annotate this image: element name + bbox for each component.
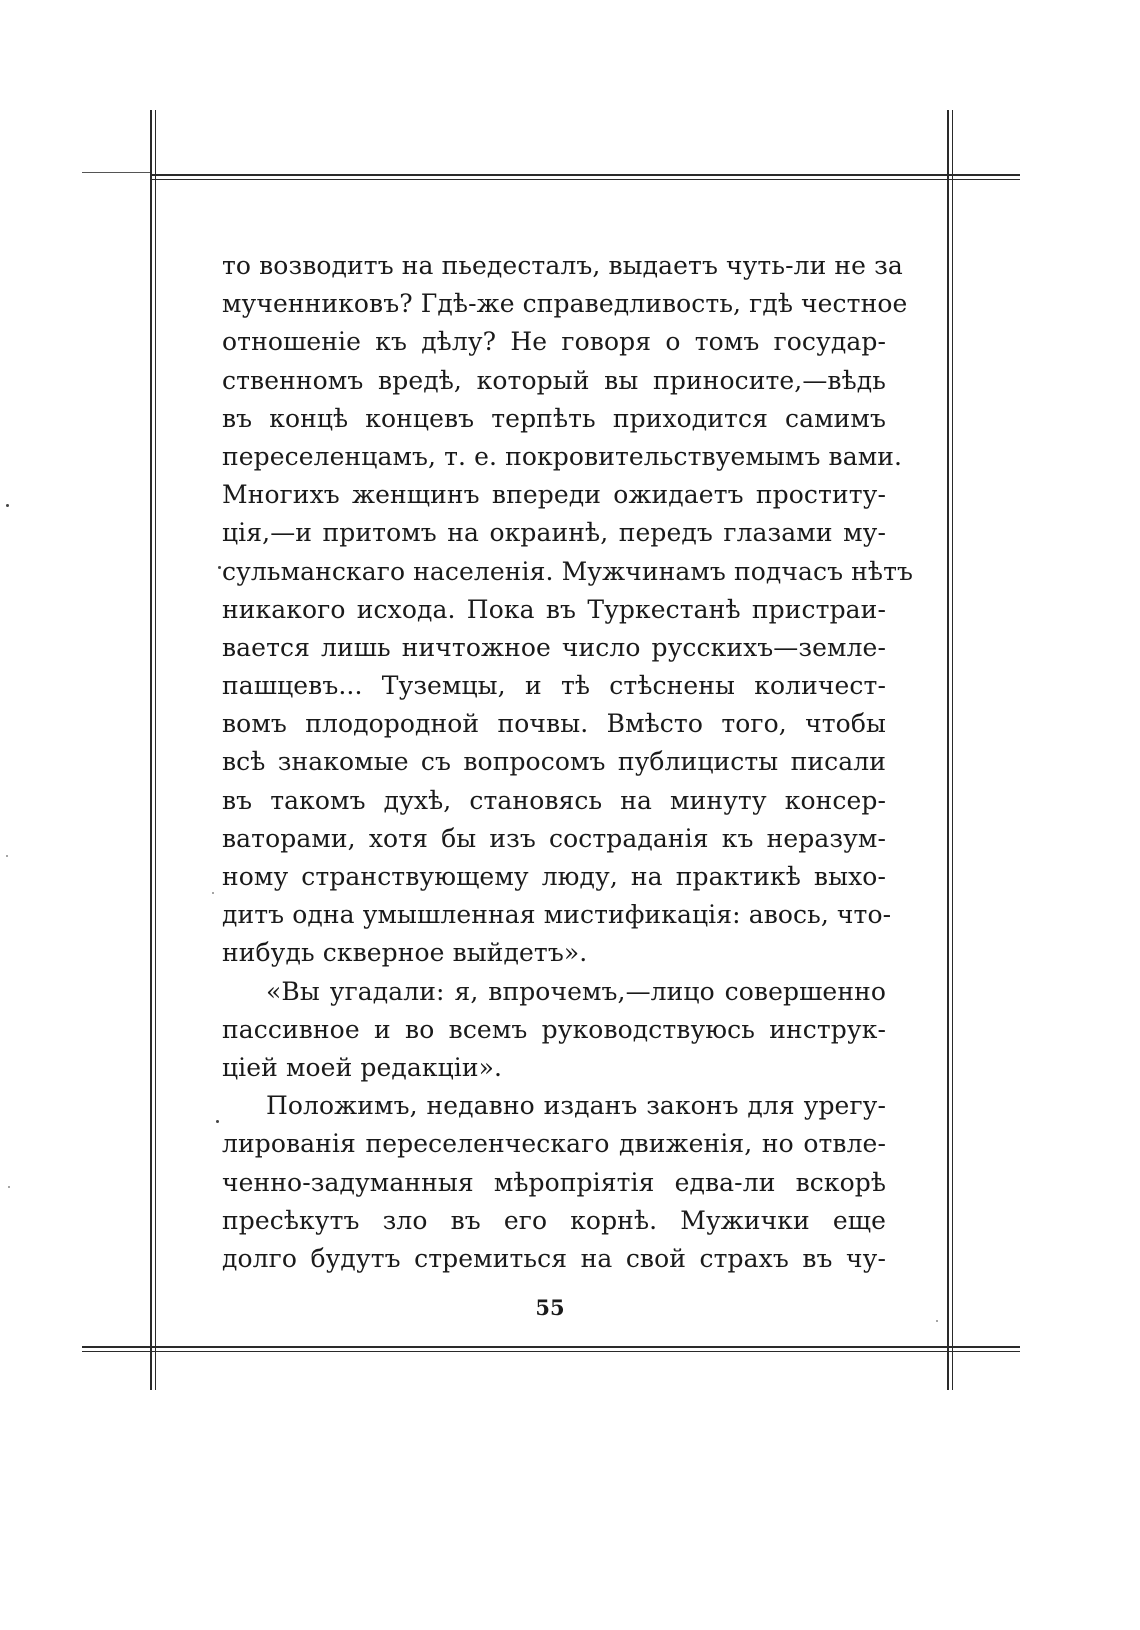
text-line: ному странствующему люду, на практикѣ выхо- [222, 862, 886, 891]
text-line: Положимъ, недавно изданъ законъ для урегу- [266, 1091, 886, 1121]
page-text [222, 247, 914, 1278]
text-line: то возводитъ на пьедесталъ, выдаетъ чуть-ли не за [222, 251, 903, 280]
text-line: вомъ плодородной почвы. Вмѣсто того, чтобы [222, 709, 886, 739]
text-line: переселенцамъ, т. е. покровительствуемымъ вами. [222, 441, 903, 471]
print-speck [216, 1120, 219, 1123]
text-line: вается лишь ничтожное число русскихъ—земле- [222, 632, 886, 662]
text-line: ціей моей редакціи». [222, 1052, 503, 1082]
text-line: въ такомъ духѣ, становясь на минуту консер- [222, 785, 886, 815]
text-line: «Вы угадали: я, впрочемъ,—лицо совершенно [266, 976, 886, 1006]
bottom-left-rule [82, 1346, 152, 1352]
text-line: Многихъ женщинъ впереди ожидаетъ проститу- [222, 480, 886, 510]
print-speck [6, 855, 8, 857]
text-line: никакого исхода. Пока въ Туркестанѣ пристраи- [222, 594, 886, 624]
text-line: пашцевъ... Туземцы, и тѣ стѣснены количест- [222, 671, 886, 701]
text-line: дитъ одна умышленная мистификація: авось, что- [222, 900, 892, 930]
print-speck [212, 892, 214, 894]
text-line: лированія переселенческаго движенія, но отвле- [222, 1129, 886, 1159]
text-line: сульманскаго населенія. Мужчинамъ подчасъ нѣтъ [222, 556, 914, 586]
top-left-dashed-rule [82, 172, 152, 173]
page-number: 55 [535, 1295, 565, 1320]
print-speck [6, 504, 9, 507]
bottom-rule [150, 1346, 950, 1352]
text-line: ченно-задуманныя мѣропріятія едва-ли вскорѣ [222, 1167, 886, 1197]
print-speck [218, 566, 221, 569]
print-speck [8, 1186, 10, 1188]
text-line: ваторами, хотя бы изъ состраданія къ неразум- [222, 823, 886, 853]
text-line: отношеніе къ дѣлу? Не говоря о томъ государ- [222, 327, 886, 357]
left-vertical-rule [150, 110, 156, 1390]
top-right-rule [950, 174, 1020, 180]
text-line: пресѣкутъ зло въ его корнѣ. Мужички еще [222, 1205, 886, 1235]
text-line: мученниковъ? Гдѣ-же справедливость, гдѣ честное [222, 289, 908, 319]
bottom-right-rule [950, 1346, 1020, 1352]
top-rule [150, 174, 950, 180]
text-line: въ концѣ концевъ терпѣть приходится самимъ [222, 403, 886, 433]
text-line: пассивное и во всемъ руководствуюсь инструк- [222, 1014, 886, 1044]
right-vertical-rule [947, 110, 953, 1390]
text-line: ственномъ вредѣ, который вы приносите,—вѣдь [222, 365, 886, 395]
text-line: ція,—и притомъ на окраинѣ, передъ глазами му- [222, 518, 886, 548]
text-line: долго будутъ стремиться на свой страхъ въ чу- [222, 1243, 886, 1273]
text-line: всѣ знакомые съ вопросомъ публицисты писали [222, 747, 886, 777]
print-speck [936, 1320, 938, 1322]
text-line: нибудь скверное выйдетъ». [222, 938, 588, 968]
